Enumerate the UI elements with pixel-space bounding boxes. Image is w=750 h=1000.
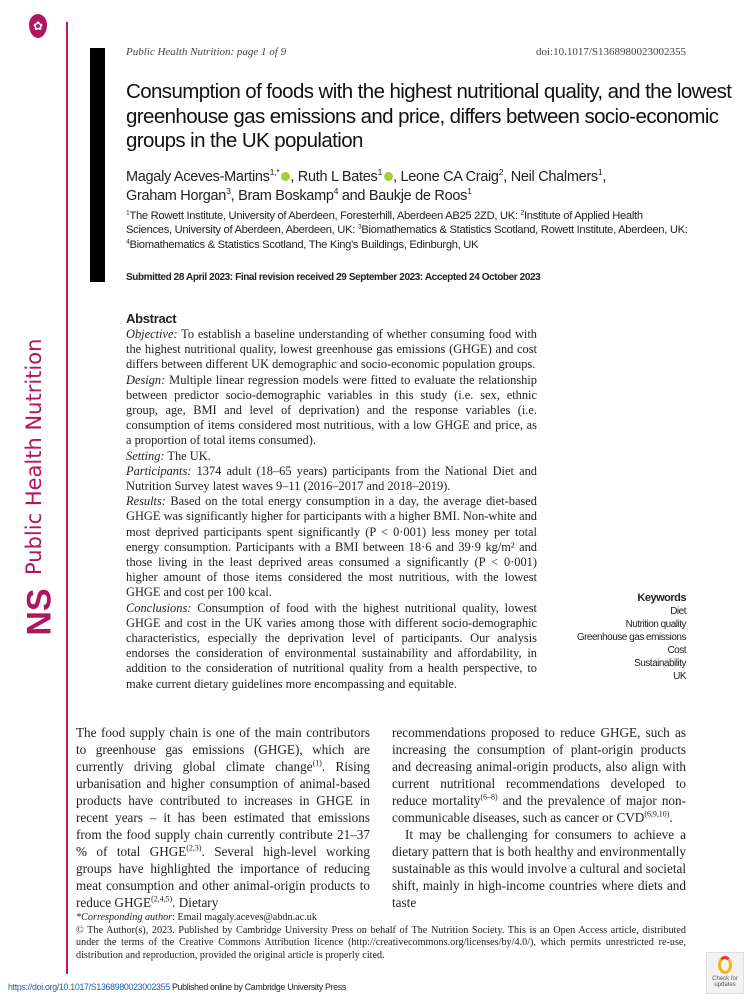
keyword: Sustainability: [634, 658, 686, 669]
citation[interactable]: (2,4,5): [151, 894, 173, 904]
journal-side-title: Public Health Nutrition: [22, 338, 46, 575]
abstract-text: To establish a baseline understanding of whether consuming food with the highest nutritional quality, lowest greenhouse gas emissions (GHGE) and cost differs between different UK demographic and socio-economic population groups.: [126, 327, 537, 372]
abstract-section: [126, 449, 537, 464]
body-column-1: [76, 724, 370, 911]
author-sup: 1,*: [269, 166, 280, 177]
affiliation-number: 3: [357, 223, 362, 231]
submission-dates: Submitted 28 April 2023: Final revision received 29 September 2023: Accepted 24 October 2023: [126, 272, 541, 283]
author-sup: 3: [226, 185, 231, 196]
license-text: © The Author(s), 2023. Published by Cambridge University Press on behalf of The Nutrition Society. This is an Open Access article, distributed under the terms of the Creative Commons Attribution licence (http://creativecommons.org/licenses/by/4.0/), which permits unrestricted re-use, distribution and reproduction, provided the original article is properly cited.: [76, 924, 686, 961]
check-for-updates-button[interactable]: [706, 952, 744, 994]
orcid-icon[interactable]: [384, 172, 393, 181]
header-doi: doi:10.1017/S1368980023002355: [535, 46, 686, 58]
abstract-text: The UK.: [164, 448, 211, 463]
affiliations: [126, 209, 691, 253]
affiliation-text: Biomathematics & Statistics Scotland, Rowett Institute, Aberdeen, UK:: [361, 224, 688, 236]
abstract-label: Conclusions:: [126, 600, 192, 615]
author-name: Ruth L Bates: [297, 168, 378, 185]
body-text: . Rising urbanisation and higher consumption of animal-based products have contributed to increases in GHGE in recent years – it has been estimated that emissions from the food supply chain currently contribute 21–37 % of total GHGE: [76, 759, 370, 859]
nutrition-society-logo-icon: NS: [20, 588, 59, 636]
keyword: Diet: [670, 606, 686, 617]
affiliation-number: 2: [520, 208, 524, 216]
abstract-text: Based on the total energy consumption in a day, the average diet-based GHGE was significantly higher for participants with a higher BMI. Non-white and most deprived participants spent significantly (P < 0·001) less money per total energy consumption. Participants with a BMI between 18·6 and 39·9 kg/m² and those living in the least deprived areas consumed a significantly (P < 0·001) higher amount of those items considered the most nutritious, with the lowest GHGE and cost per 100 kcal.: [126, 494, 537, 600]
abstract-label: Results:: [126, 494, 166, 509]
title-bar: [90, 48, 105, 282]
abstract-section: [126, 601, 537, 692]
author-sup: 1: [377, 166, 383, 177]
sep: and: [338, 187, 369, 204]
abstract-label: Setting:: [126, 448, 165, 463]
body-column-2: [392, 724, 686, 911]
abstract-section: [126, 327, 537, 373]
keyword: UK: [673, 671, 686, 682]
corresponding-email: : Email magaly.aceves@abdn.ac.uk: [172, 912, 317, 923]
body-paragraph: It may be challenging for consumers to achieve a dietary pattern that is both healthy and environmentally sustainable as this would involve a cultural and societal shift, mainly in high-income countries where diets and taste: [392, 827, 686, 910]
abstract-label: Objective:: [126, 327, 178, 341]
running-header: Public Health Nutrition: page 1 of 9: [126, 46, 287, 58]
abstract-text: Multiple linear regression models were fitted to evaluate the relationship between predictor socio-demographic variables in this study (i.e. sex, ethnic group, age, BMI and level of deprivation) and the response variables (i.e. consumption of items considered most nutritious, with a low GHGE and price, as a proportion of total items consumed).: [126, 372, 537, 448]
article-title: Consumption of foods with the highest nutritional quality, and the lowest greenhouse gas emissions and price, differs between socio-economic groups in the UK population: [126, 80, 732, 152]
abstract-section: [126, 373, 537, 449]
footnote: [76, 912, 686, 962]
citation[interactable]: (2,3): [186, 843, 202, 853]
author-sup: 1: [597, 166, 603, 177]
orcid-icon[interactable]: [281, 172, 290, 181]
author-name: Neil Chalmers: [510, 168, 598, 185]
abstract-section: [126, 494, 537, 600]
author-list: [126, 168, 696, 206]
abstract-text: 1374 adult (18–65 years) participants from the National Diet and Nutrition Survey latest waves 9–11 (2016–2017 and 2018–2019).: [126, 463, 537, 494]
author-sup: 4: [333, 185, 339, 196]
citation[interactable]: (6,9,10): [644, 809, 670, 819]
published-by: Published online by Cambridge University Press: [169, 982, 346, 992]
author-name: Graham Horgan: [126, 187, 227, 204]
body-text: and the prevalence of major non-communicable diseases, such as cancer or CVD: [392, 793, 686, 825]
abstract-text: Consumption of food with the highest nutritional quality, lowest GHGE and cost in the UK varies among those with different socio-demographic characteristics, especially the deprivation level of participants. Our analysis endorses the consideration of environmental sustainability and affordability, in addition to the consideration of nutritional quality from a health perspective, to make current dietary guidelines more encompassing and equitable.: [126, 600, 537, 691]
sep: ,: [503, 168, 511, 185]
author-sup: 1: [467, 185, 472, 196]
corresponding-label: *Corresponding author: [76, 912, 173, 923]
author-name: Baukje de Roos: [368, 187, 468, 204]
body-text: . Several high-level working groups have highlighted the importance of reducing meat consumption and other animal-origin products to reduce GHGE: [76, 844, 370, 910]
sep: ,: [290, 168, 298, 185]
keyword: Nutrition quality: [625, 619, 686, 630]
body-text: . Dietary: [172, 895, 219, 910]
citation[interactable]: (1): [312, 758, 322, 768]
author-name: Magaly Aceves-Martins: [126, 168, 270, 185]
abstract-label: Design:: [126, 372, 166, 387]
affiliation-number: 1: [126, 208, 130, 216]
abstract: [126, 311, 537, 692]
body-text: The food supply chain is one of the main contributors to greenhouse gas emissions (GHGE), which are currently driving global climate change: [76, 725, 370, 774]
keyword: Cost: [667, 645, 686, 656]
affiliation-text: The Rowett Institute, University of Aberdeen, Foresterhill, Aberdeen AB25 2ZD, UK:: [129, 209, 521, 222]
doi-link[interactable]: https://doi.org/10.1017/S1368980023002355: [8, 982, 170, 992]
margin-rule: [66, 22, 68, 974]
citation[interactable]: (6–8): [480, 792, 498, 802]
author-name: Bram Boskamp: [238, 187, 334, 204]
wheat-logo-icon: ✿: [29, 14, 47, 38]
author-sup: 2: [498, 166, 504, 177]
abstract-label: Participants:: [126, 463, 192, 478]
abstract-heading: Abstract: [126, 311, 177, 326]
sep: ,: [602, 168, 607, 185]
check-updates-label: Check for updates: [712, 976, 738, 988]
keywords-heading: Keywords: [637, 592, 686, 604]
affiliation-text: Biomathematics & Statistics Scotland, The King's Buildings, Edinburgh, UK: [129, 238, 479, 251]
keyword: Greenhouse gas emissions: [576, 632, 686, 643]
body-text: recommendations proposed to reduce GHGE, such as increasing the consumption of plant-origin products and decreasing animal-origin products, also align with current nutritional recommendations developed to reduce mortality: [392, 725, 686, 808]
abstract-section: [126, 464, 537, 494]
author-name: Leone CA Craig: [400, 168, 499, 185]
sep: ,: [230, 187, 239, 204]
affiliation-number: 4: [126, 237, 130, 245]
keywords: [577, 592, 686, 683]
body-text: .: [669, 810, 673, 825]
affiliation-text: Institute of Applied Health Sciences, University of Aberdeen, Aberdeen, UK:: [126, 209, 643, 236]
bottom-line: [8, 982, 346, 992]
sep: ,: [393, 168, 401, 185]
bookmark-icon: [718, 956, 732, 974]
